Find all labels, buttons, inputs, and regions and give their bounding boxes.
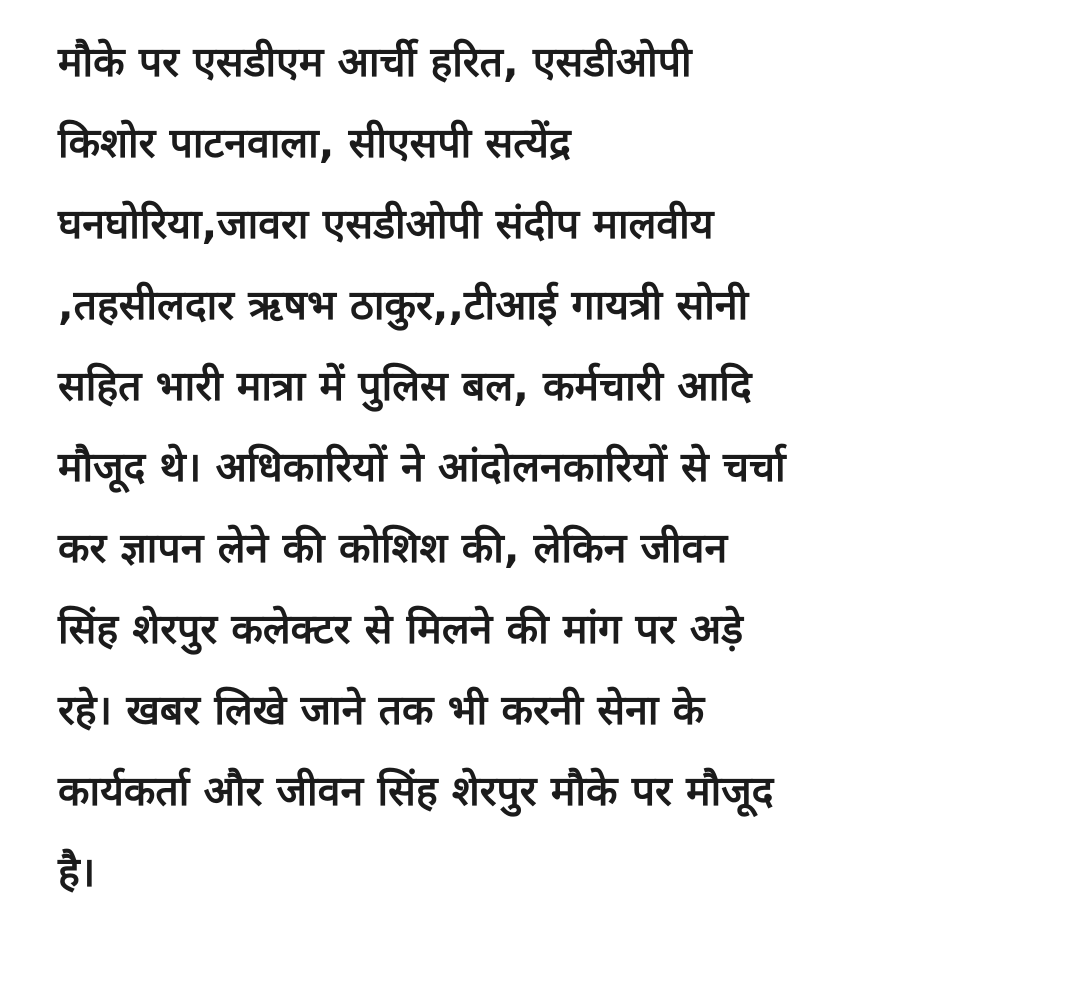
text-line: मौके पर एसडीएम आर्ची हरित, एसडीओपी bbox=[58, 38, 692, 86]
text-line: कार्यकर्ता और जीवन सिंह शेरपुर मौके पर मौजूद bbox=[58, 767, 774, 815]
text-line: ,तहसीलदार ऋषभ ठाकुर,,टीआई गायत्री सोनी bbox=[58, 281, 749, 329]
text-line: मौजूद थे। अधिकारियों ने आंदोलनकारियों से चर्चा bbox=[58, 443, 786, 491]
text-line: सहित भारी मात्रा में पुलिस बल, कर्मचारी आदि bbox=[58, 362, 752, 410]
text-line: है। bbox=[58, 848, 96, 896]
text-line: घनघोरिया,जावरा एसडीओपी संदीप मालवीय bbox=[58, 200, 714, 248]
text-line: सिंह शेरपुर कलेक्टर से मिलने की मांग पर अड़े bbox=[58, 605, 744, 653]
text-line: रहे। खबर लिखे जाने तक भी करनी सेना के bbox=[58, 686, 705, 734]
text-line: किशोर पाटनवाला, सीएसपी सत्येंद्र bbox=[58, 119, 571, 167]
article-text bbox=[58, 22, 1058, 913]
text-line: कर ज्ञापन लेने की कोशिश की, लेकिन जीवन bbox=[58, 524, 728, 572]
